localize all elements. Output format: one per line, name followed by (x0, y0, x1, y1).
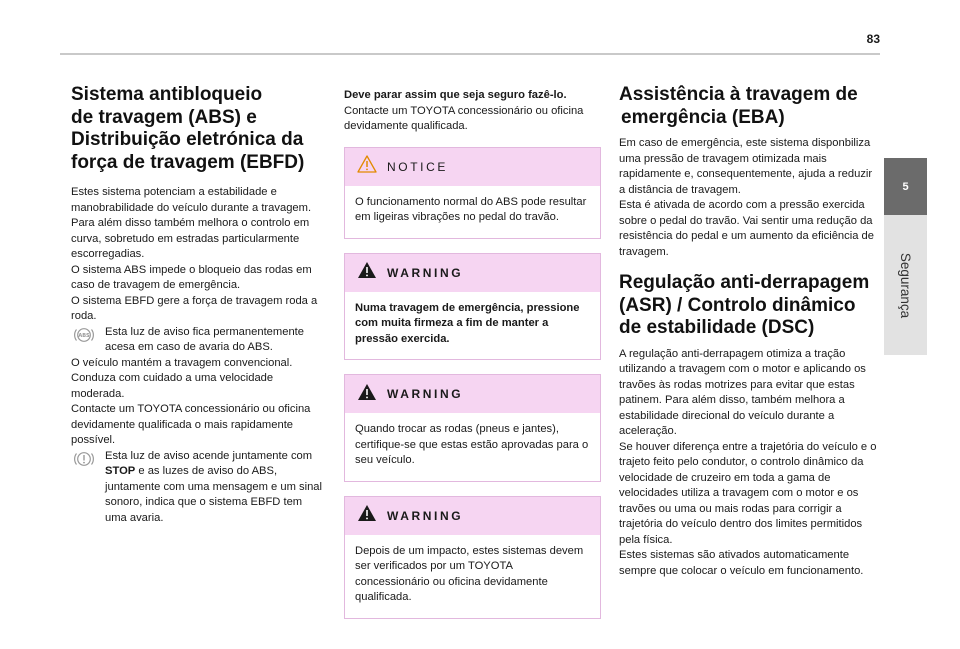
paragraph: O sistema EBFD gere a força de travagem roda a roda. (71, 294, 318, 322)
svg-text:ABS: ABS (78, 332, 90, 339)
paragraph: Estes sistema potenciam a estabilidade e manobrabilidade do veículo durante a travagem. (71, 186, 312, 214)
paragraph: O veículo mantém a travagem convencional. Conduza com cuidado a uma velocidade moderada. (71, 356, 293, 400)
notice-text: O funcionamento normal do ABS pode resultar em ligeiras vibrações no pedal do travão. (355, 195, 587, 223)
warning-title: WARNING (387, 508, 464, 523)
warning-box (344, 496, 601, 619)
column-warnings (344, 88, 601, 619)
abs-warning-text: Esta luz de aviso fica permanentemente acesa em caso de avaria do ABS. (105, 325, 304, 353)
paragraph: A regulação anti-derrapagem otimiza a tração utilizando a travagem com o motor e aplicando os travões às rodas motrizes para evitar que estas patinem. Para além disso, também melhora a estabilidade direcional do veículo durante a aceleração. (619, 347, 866, 437)
stop-label: STOP (105, 465, 136, 477)
warning-box (344, 374, 601, 482)
intro-text: Contacte um TOYOTA concessionário ou oficina devidamente qualificada. (344, 104, 584, 132)
caution-icon (357, 155, 377, 178)
column-eba-asr (619, 84, 879, 579)
warning-icon (357, 383, 377, 406)
warning-box (344, 253, 601, 361)
asr-dsc-title (619, 272, 879, 340)
title-line: Sistema antibloqueio (71, 84, 263, 105)
title-line: (ASR) / Controlo dinâmico (619, 294, 856, 316)
intro-bold: Deve parar assim que seja seguro fazê-lo. (344, 89, 567, 101)
paragraph: Em caso de emergência, este sistema disponbiliza uma pressão de travagem otimizada mais rapidamente e, consequentemente, ajuda a reduzir a distância de travagem. (619, 137, 873, 196)
page-number: 83 (866, 32, 880, 46)
column-abs-ebfd (71, 84, 326, 526)
text-part: e as luzes de aviso do ABS, juntamente com uma mensagem e um sinal sonoro, indica que o sistema EBFD tem uma avaria. (105, 465, 323, 524)
paragraph: Esta é ativada de acordo com a pressão exercida sobre o pedal do travão. Vai sentir uma redução da resistência do pedal e um aumento da eficiência de travagem. (619, 199, 874, 258)
chapter-title: Segurança (898, 252, 913, 318)
title-line: emergência (EBA) (621, 106, 785, 128)
top-divider (60, 53, 880, 55)
title-line: de travagem (ABS) e (71, 106, 257, 128)
paragraph: Contacte um TOYOTA concessionário ou oficina devidamente qualificada o mais rapidamente possível. (71, 403, 311, 446)
abs-ebfd-title (71, 84, 326, 174)
paragraph: Se houver diferença entre a trajetória do veículo e o trajeto feito pelo condutor, o controlo dinâmico da velocidade de cruzeiro em toda a gama de velocidades utiliza a travagem com o motor e os travões ou uma ou mais rodas para corrigir a trajetória do veículo dentro dos limites permitidos pela física. (619, 440, 877, 546)
title-line: de estabilidade (DSC) (619, 317, 815, 338)
text-part: Esta luz de aviso acende juntamente com (105, 449, 313, 462)
warning-icon (357, 261, 377, 284)
title-line: Regulação anti-derrapagem (619, 272, 870, 293)
warning-text: Quando trocar as rodas (pneus e jantes), certifique-se que estas estão aprovadas para o seu veículo. (355, 423, 589, 466)
abs-warning-note (71, 325, 326, 356)
title-line: Assistência à travagem de (619, 84, 858, 105)
title-line: Distribuição eletrónica da (71, 129, 304, 150)
warning-text: Depois de um impacto, estes sistemas devem ser verificados por um TOYOTA concessionário ou oficina devidamente qualificada. (355, 544, 584, 603)
warning-title: WARNING (387, 387, 464, 401)
paragraph: O sistema ABS impede o bloqueio das rodas em caso de travagem de emergência. (71, 263, 312, 291)
eba-title (619, 84, 879, 129)
abs-warning-light-icon (73, 326, 95, 350)
notice-box (344, 147, 601, 239)
chapter-label-tab (884, 215, 927, 355)
brake-warning-note (71, 449, 326, 527)
brake-warning-text (105, 449, 326, 527)
paragraph: Estes sistemas são ativados automaticamente sempre que colocar o veículo em funcionamento. (619, 549, 864, 577)
paragraph: Para além disso também melhora o controlo em curva, sobretudo em estradas particularmente escorregadias. (71, 217, 310, 260)
warning-text: Numa travagem de emergência, pressione com muita firmeza a fim de manter a pressão exercida. (355, 301, 580, 345)
warning-title: WARNING (387, 265, 464, 280)
notice-title: NOTICE (387, 159, 448, 174)
brake-warning-light-icon (73, 450, 95, 474)
warning-icon (357, 504, 377, 527)
title-line: força de travagem (EBFD) (71, 151, 305, 173)
chapter-tab: 5 (884, 158, 927, 215)
